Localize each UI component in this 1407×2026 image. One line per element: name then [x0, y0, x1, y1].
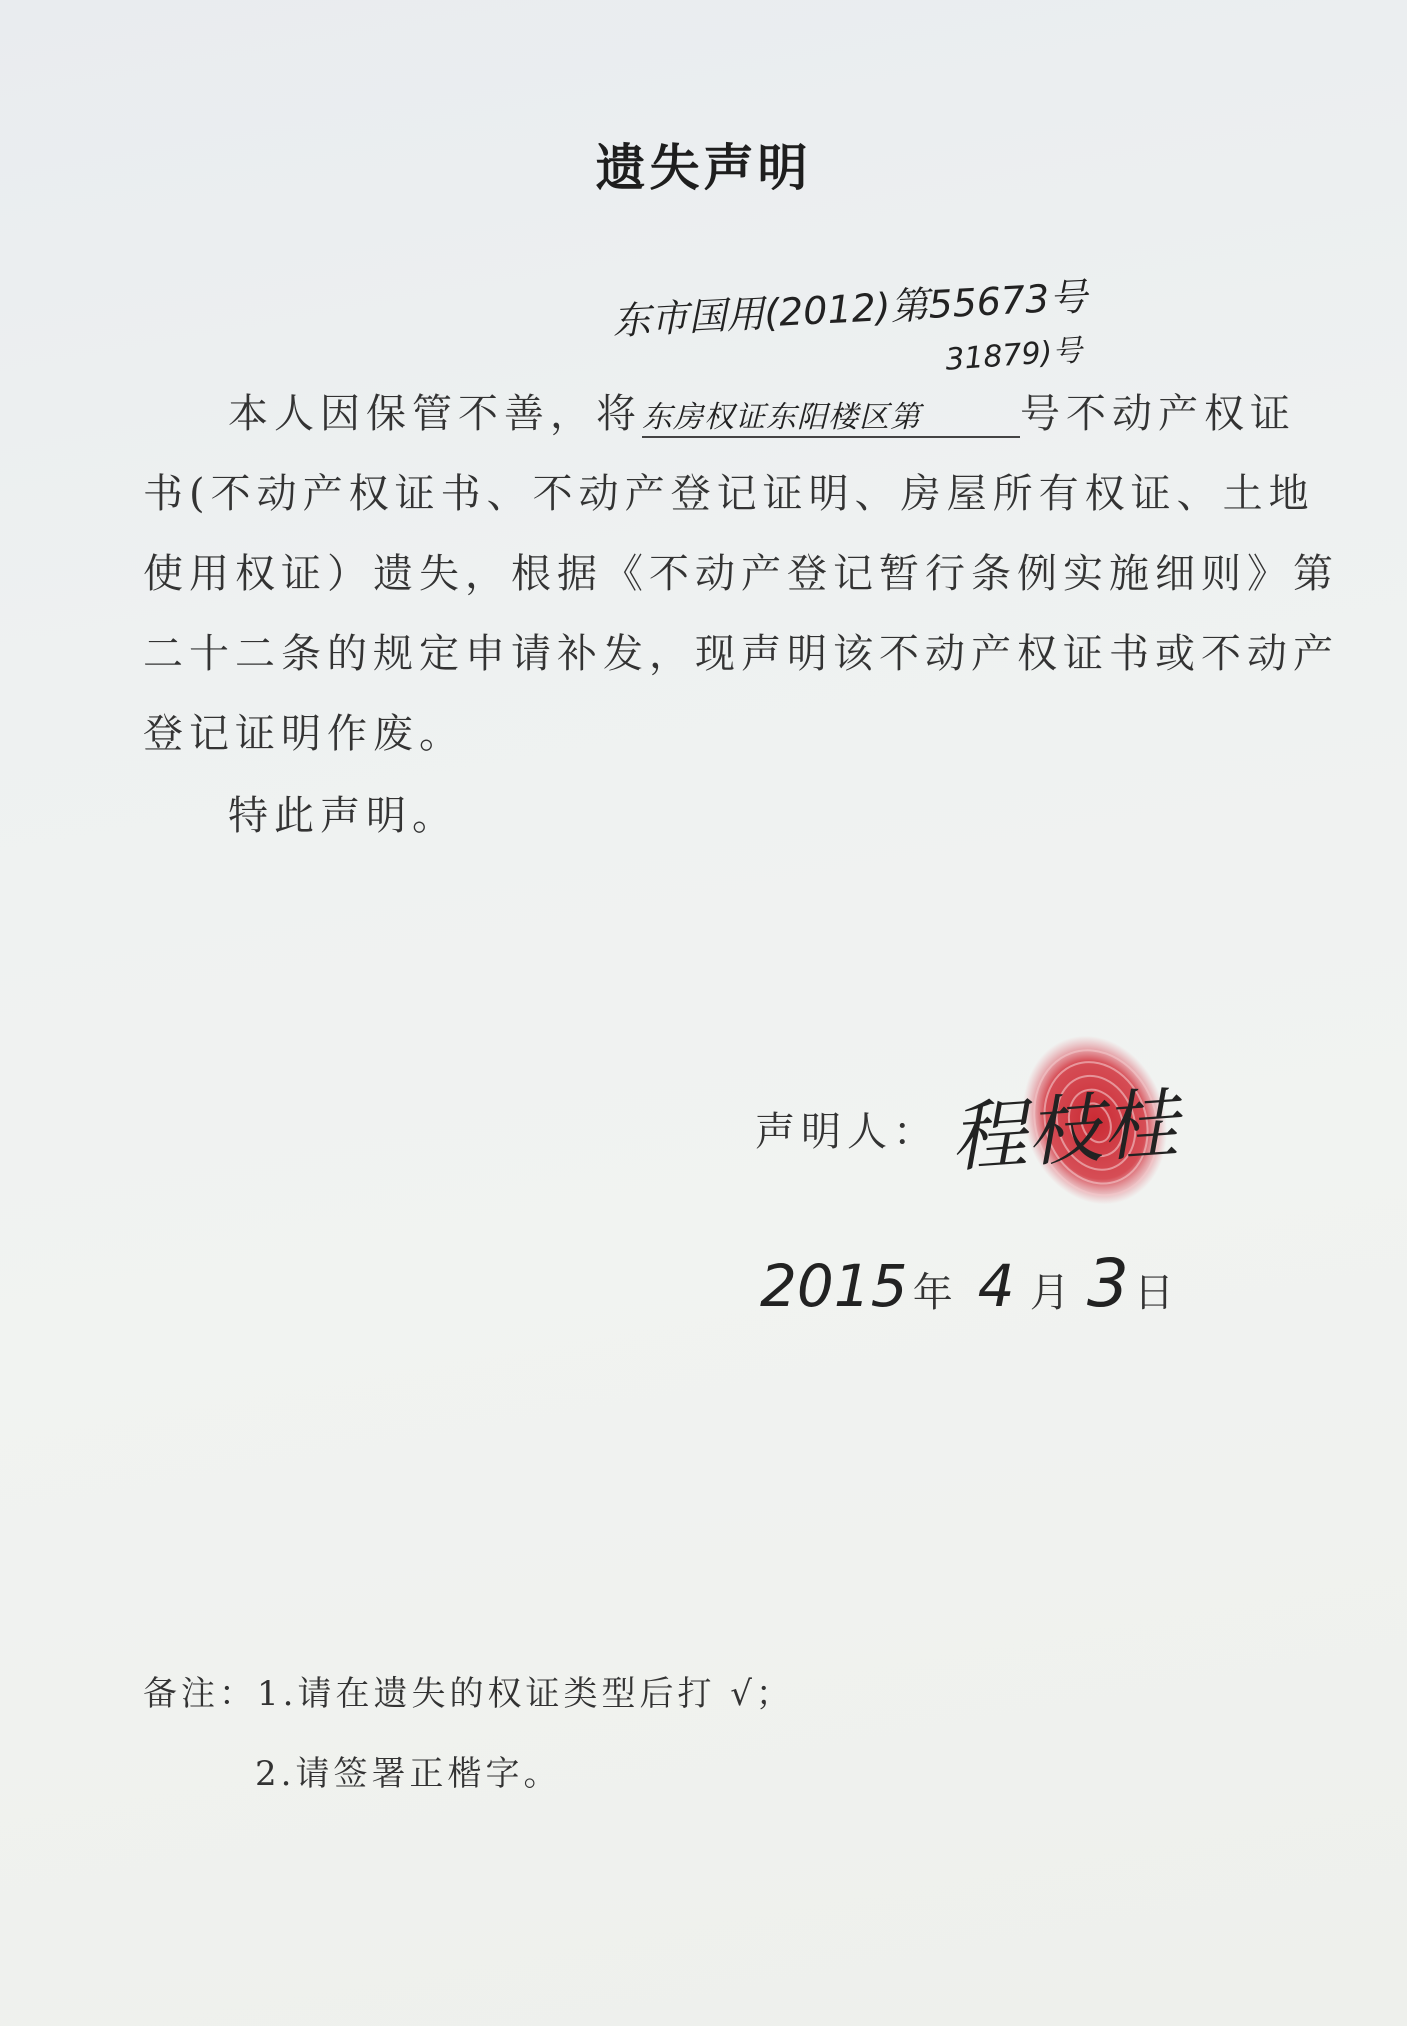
declarant-label: 声明人：	[755, 1109, 939, 1155]
paragraph-line-1	[228, 382, 1296, 439]
closing-statement: 特此声明。	[228, 793, 458, 839]
date-year-label: 年	[912, 1270, 959, 1316]
line1-prefix: 本人因保管不善，将	[228, 391, 642, 437]
line1-handwritten-fill: 东房权证东阳楼区第	[642, 392, 1020, 438]
date-day-label: 日	[1133, 1270, 1180, 1316]
document-title: 遗失声明	[595, 139, 812, 197]
paragraph-line-5: 登记证明作废。	[143, 711, 465, 757]
date-month-label: 月	[1029, 1270, 1076, 1316]
notes-label: 备注：	[143, 1674, 257, 1714]
signature-name: 程枝桂	[947, 1078, 1182, 1183]
date-year: 2015	[760, 1252, 908, 1320]
handwritten-certificate-number: 东市国用(2012)第55673号	[611, 274, 1089, 344]
date-day: 3	[1086, 1245, 1129, 1322]
date-month: 4	[977, 1252, 1015, 1320]
declaration-date	[760, 1245, 1180, 1322]
paragraph-line-4: 二十二条的规定申请补发，现声明该不动产权证书或不动产	[143, 631, 1339, 677]
paragraph-line-3: 使用权证）遗失，根据《不动产登记暂行条例实施细则》第	[143, 551, 1339, 597]
notes-item-1: 1.请在遗失的权证类型后打 √；	[257, 1674, 794, 1714]
notes-line-1	[143, 1666, 794, 1715]
line1-suffix: 号不动产权证	[1020, 391, 1296, 437]
notes-item-2: 2.请签署正楷字。	[255, 1754, 562, 1794]
paragraph-line-2: 书(不动产权证书、不动产登记证明、房屋所有权证、土地	[143, 471, 1315, 517]
handwritten-number-extra: 31879)号	[944, 333, 1084, 378]
